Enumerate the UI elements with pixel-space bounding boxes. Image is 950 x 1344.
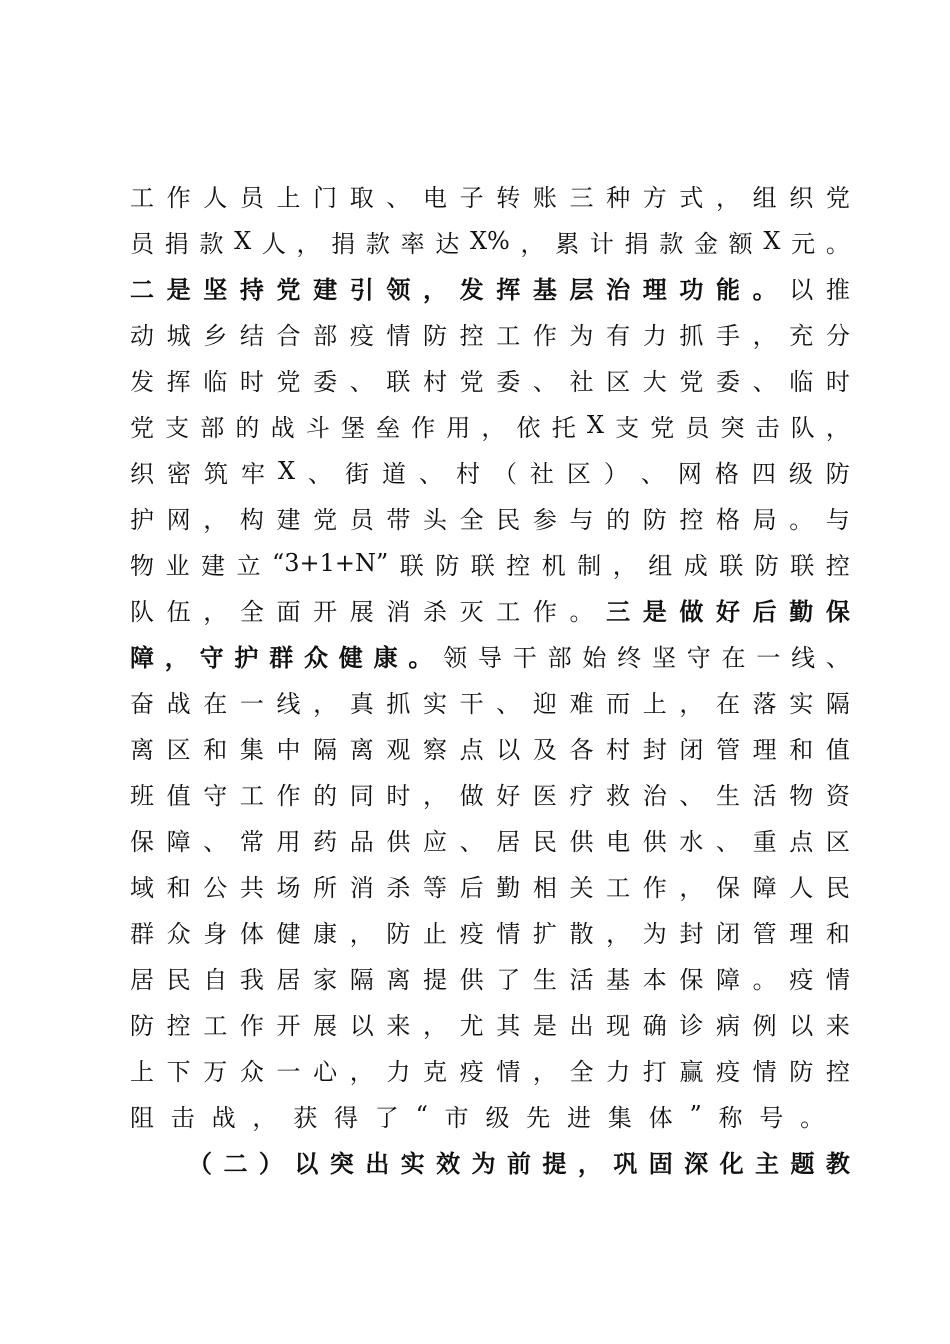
text-line: 班 值 守 工 作 的 同 时 ， 做 好 医 疗 救 治 、 生 活 物 资 — [130, 781, 850, 810]
text-line: 二 是 坚 持 党 建 引 领 ， 发 挥 基 层 治 理 功 能 。 以 推 — [130, 274, 850, 304]
text-line: 员 捐 款 X 人 ， 捐 款 率 达 X% ， 累 计 捐 款 金 额 X 元 。 — [130, 227, 850, 258]
text-line: 居 民 自 我 居 家 隔 离 提 供 了 生 活 基 本 保 障 。 疫 情 — [130, 965, 850, 994]
text-line: 阻 击 战 ， 获 得 了 “ 市 级 先 进 集 体 ” 称 号 。 — [130, 1101, 825, 1132]
text-line: 动 城 乡 结 合 部 疫 情 防 控 工 作 为 有 力 抓 手 ， 充 分 — [130, 321, 850, 350]
text-line: 群 众 身 体 健 康 ， 防 止 疫 情 扩 散 ， 为 封 闭 管 理 和 — [130, 919, 850, 948]
section-heading: （ 二 ） 以 突 出 实 效 为 前 提 ， 巩 固 深 化 主 题 教 — [188, 1148, 850, 1178]
text-line: 工 作 人 员 上 门 取 、 电 子 转 账 三 种 方 式 ， 组 织 党 — [130, 183, 850, 212]
text-line: 发 挥 临 时 党 委 、 联 村 党 委 、 社 区 大 党 委 、 临 时 — [130, 367, 850, 396]
text-line: 物 业 建 立 “3+1+N” 联 防 联 控 机 制 ， 组 成 联 防 联 控 — [130, 549, 850, 580]
text-line: 离 区 和 集 中 隔 离 观 察 点 以 及 各 村 封 闭 管 理 和 值 — [130, 735, 850, 764]
text-line: 织 密 筑 牢 X 、 街 道 、 村 （ 社 区 ） 、 网 格 四 级 防 — [130, 457, 850, 488]
text-line: 队 伍 ， 全 面 开 展 消 杀 灭 工 作 。 三 是 做 好 后 勤 保 — [130, 596, 850, 626]
text-line: 防 控 工 作 开 展 以 来 ， 尤 其 是 出 现 确 诊 病 例 以 来 — [130, 1011, 850, 1040]
text-line: 上 下 万 众 一 心 ， 力 克 疫 情 ， 全 力 打 赢 疫 情 防 控 — [130, 1057, 850, 1086]
text-line: 保 障 、 常 用 药 品 供 应 、 居 民 供 电 供 水 、 重 点 区 — [130, 827, 850, 856]
text-line: 党 支 部 的 战 斗 堡 垒 作 用 ， 依 托 X 支 党 员 突 击 队 ， — [130, 411, 850, 442]
text-line: 护 网 ， 构 建 党 员 带 头 全 民 参 与 的 防 控 格 局 。 与 — [130, 505, 850, 534]
text-line: 域 和 公 共 场 所 消 杀 等 后 勤 相 关 工 作 ， 保 障 人 民 — [130, 873, 850, 902]
body-text — [130, 172, 850, 1184]
text-line: 障 ， 守 护 群 众 健 康 。 领 导 干 部 始 终 坚 守 在 一 线 、 — [130, 642, 850, 672]
text-line: 奋 战 在 一 线 ， 真 抓 实 干 、 迎 难 而 上 ， 在 落 实 隔 — [130, 689, 850, 718]
